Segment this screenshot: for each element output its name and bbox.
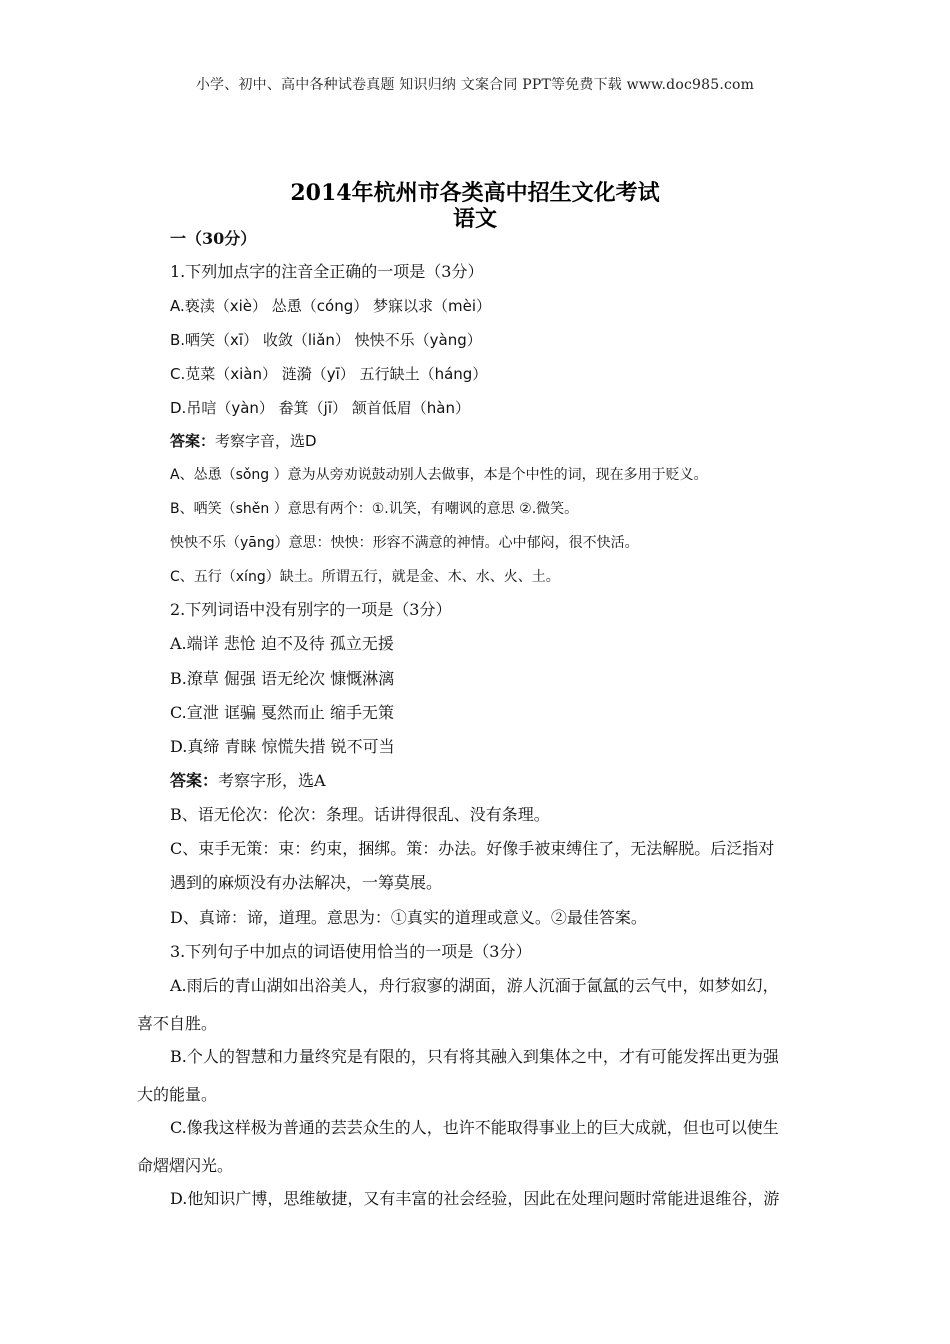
q3-option-d: D.他知识广博，思维敏捷，又有丰富的社会经验，因此在处理问题时常能进退维谷，游 xyxy=(170,1189,780,1208)
q2-explanation-b: B、语无伦次：伦次：条理。话讲得很乱、没有条理。 xyxy=(170,805,550,824)
q1-explanation-c: C、五行（xíng）缺土。所谓五行，就是金、木、水、火、土。 xyxy=(170,569,560,585)
q1-option-b: B.哂笑（xī） 收敛（liǎn） 怏怏不乐（yàng） xyxy=(170,331,482,349)
q3-option-c: C.像我这样极为普通的芸芸众生的人，也许不能取得事业上的巨大成就，但也可以使生 xyxy=(170,1118,779,1137)
q2-stem: 2.下列词语中没有别字的一项是（3分） xyxy=(170,600,452,619)
answer-label: 答案： xyxy=(170,432,216,450)
q3-option-a: A.雨后的青山湖如出浴美人，舟行寂寥的湖面，游人沉湎于氤氲的云气中，如梦如幻， xyxy=(170,976,779,995)
q3-option-c-cont: 命熠熠闪光。 xyxy=(137,1156,234,1175)
q2-option-a: A.端详 悲怆 迫不及待 孤立无援 xyxy=(170,634,394,653)
q2-explanation-c: C、束手无策：束：约束，捆绑。策：办法。好像手被束缚住了，无法解脱。后泛指对 xyxy=(170,839,775,858)
q2-answer xyxy=(170,770,326,792)
q3-option-b: B.个人的智慧和力量终究是有限的，只有将其融入到集体之中，才有可能发挥出更为强 xyxy=(170,1047,779,1066)
answer-text: 考察字形，选A xyxy=(218,771,326,790)
q1-option-c: C.苋菜（xiàn） 涟漪（yī） 五行缺土（háng） xyxy=(170,365,488,383)
page-header: 小学、初中、高中各种试卷真题 知识归纳 文案合同 PPT等免费下载 www.doc985.com xyxy=(195,77,755,93)
q1-option-a: A.亵渎（xiè） 怂恿（cóng） 梦寐以求（mèi） xyxy=(170,297,492,315)
section-heading: 一（30分） xyxy=(170,229,257,248)
q3-stem: 3.下列句子中加点的词语使用恰当的一项是（3分） xyxy=(170,942,532,961)
answer-label: 答案： xyxy=(170,771,219,790)
q2-explanation-d: D、真谛：谛，道理。意思为：①真实的道理或意义。②最佳答案。 xyxy=(170,908,647,927)
page-title: 2014年杭州市各类高中招生文化考试 xyxy=(290,180,660,206)
q1-stem: 1.下列加点字的注音全正确的一项是（3分） xyxy=(170,262,484,281)
q1-option-d: D.吊唁（yàn） 畚箕（jī） 颔首低眉（hàn） xyxy=(170,399,470,417)
q1-explanation-a: A、怂恿（sǒng ）意为从旁劝说鼓动别人去做事，本是个中性的词，现在多用于贬义。 xyxy=(170,467,708,483)
q3-option-b-cont: 大的能量。 xyxy=(137,1085,218,1104)
q1-answer xyxy=(170,430,317,452)
q2-option-d: D.真缔 青睐 惊慌失措 锐不可当 xyxy=(170,737,395,756)
q1-explanation-b2: 怏怏不乐（yāng）意思：怏怏：形容不满意的神情。心中郁闷，很不快活。 xyxy=(170,535,639,551)
q2-option-c: C.宣泄 诓骗 戛然而止 缩手无策 xyxy=(170,703,395,722)
q2-explanation-c-cont: 遇到的麻烦没有办法解决，一筹莫展。 xyxy=(170,873,443,892)
q2-option-b: B.潦草 倔强 语无纶次 慷慨淋漓 xyxy=(170,669,395,688)
answer-text: 考察字音，选D xyxy=(215,432,317,450)
page-subtitle: 语文 xyxy=(452,206,497,232)
q3-option-a-cont: 喜不自胜。 xyxy=(137,1014,218,1033)
q1-explanation-b: B、哂笑（shěn ）意思有两个：①.讥笑，有嘲讽的意思 ②.微笑。 xyxy=(170,501,579,517)
